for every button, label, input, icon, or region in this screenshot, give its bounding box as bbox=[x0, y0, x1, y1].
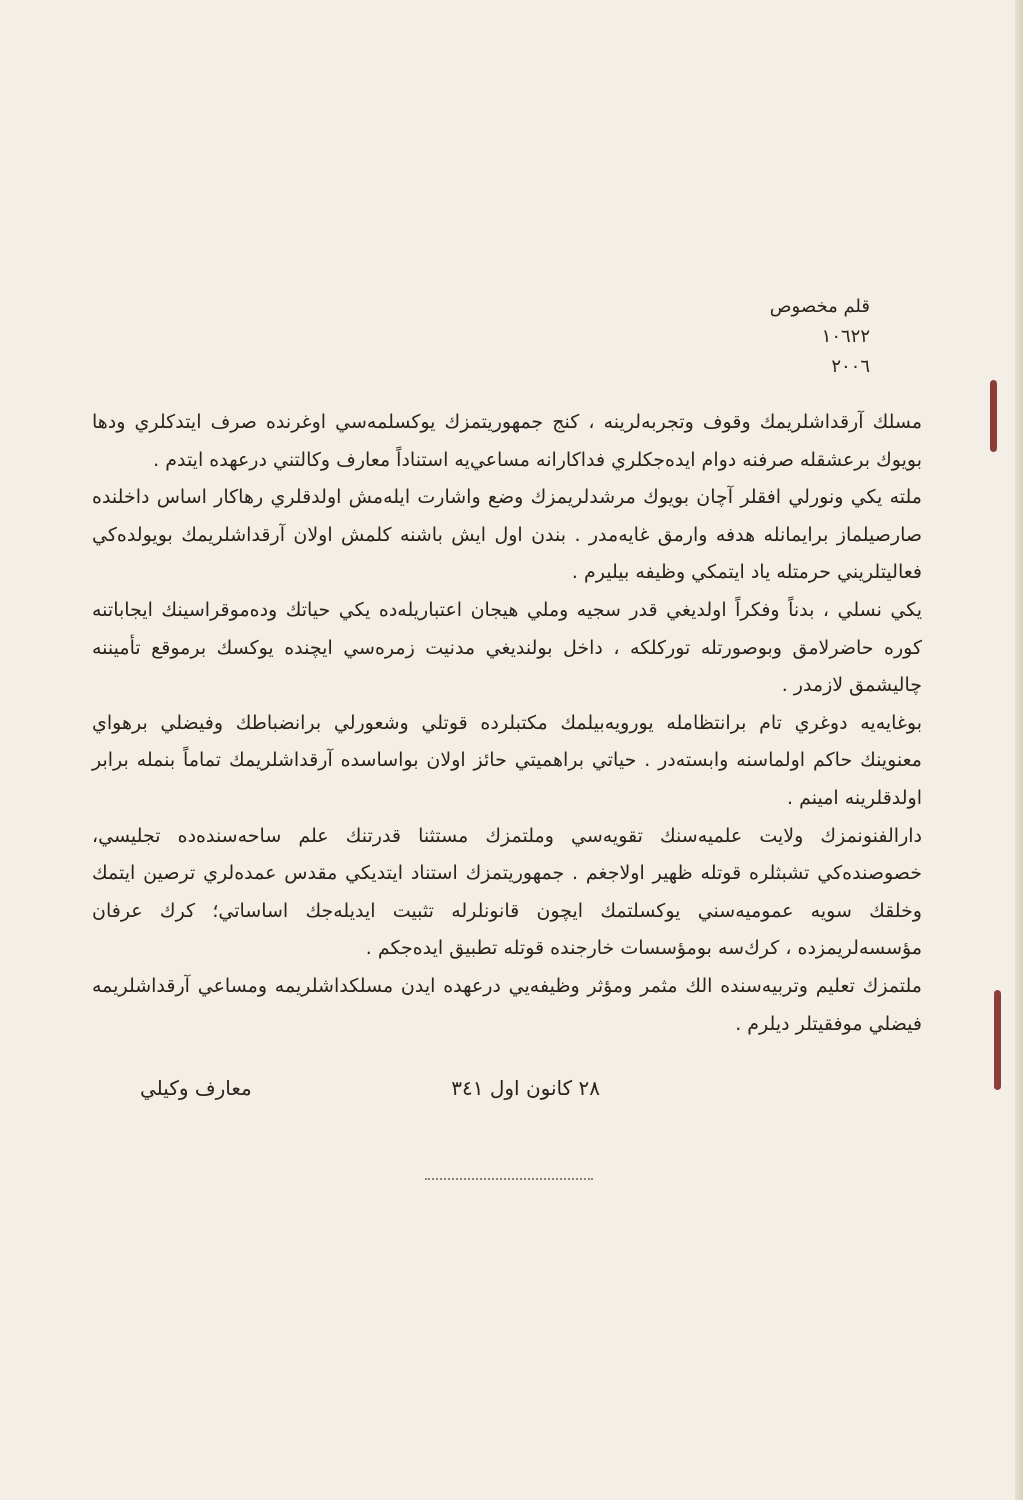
paragraph-1: مسلك آرقداشلريمك وقوف وتجربه‌لرينه ، كنج جمهوريتمزك يوكسلمه‌سي اوغرنده صرف ايتدكلري ودها بويوك برعشقله صرفنه دوام ايده‌جكلري فداكارانه مساعي‌يه استناداً معارف وكالتني درعهده ايتدم . bbox=[92, 411, 922, 471]
bottom-divider bbox=[425, 1178, 593, 1180]
reference-number: ١٠٦٢٢ bbox=[821, 326, 870, 347]
page-edge bbox=[1015, 0, 1023, 1500]
paragraph-4: بوغايه‌يه دوغري تام برانتظامله يورويه‌بيلمك مكتبلرده قوتلي وشعورلي برانضباطك وفيضلي برهواي معنوينك حاكم اولماسنه وابسته‌در . حياتي براهميتي حائز اولان بواساسده آرقداشلريمك تماماً بنمله برابر اولدقلرينه امينم . bbox=[92, 711, 922, 809]
paragraph-5: دارالفنونمزك ولايت علميه‌سنك تقويه‌سي وملتمزك مستثنا قدرتنك علم ساحه‌سنده‌ده تجليسي، خصوصنده‌كي تشبثلره قوتله ظهير اولاجغم . جمهوريتمزك استناد ايتديكي مقدس عمده‌لري ترصين ايتمك وخلقك سويه عموميه‌سني يوكسلتمك ايچون قانونلرله تثبيت ايديله‌جك اساساتي؛ كرك عرفان مؤسسه‌لريمزده ، كرك‌سه بومؤسسات خارجنده قوتله تطبيق ايده‌جكم . bbox=[92, 824, 922, 960]
paragraph-3: يكي نسلي ، بدناً وفكراً اولديغي قدر سجيه وملي هيجان اعتباريله‌ده يكي حياتك وده‌موقراسينك ايجاباتنه كوره حاضرلامق وبوصورتله توركلكه ، داخل بولنديغي مدنيت زمره‌سي ايچنده يوكسك برموقع تأمیننه چاليشمق لازمدر . bbox=[92, 598, 922, 697]
reference-office: قلم مخصوص bbox=[769, 296, 870, 317]
binding-mark-bottom bbox=[994, 990, 1001, 1090]
closing-date: ٢٨ كانون اول ٣٤١ bbox=[451, 1076, 600, 1100]
reference-code: ٢٠٠٦ bbox=[831, 356, 870, 377]
binding-mark-top bbox=[990, 380, 997, 452]
closing-row bbox=[140, 1076, 600, 1110]
paragraph-6: ملتمزك تعليم وتربيه‌سنده الك مثمر ومؤثر وظيفه‌يي درعهده ايدن مسلكداشلريمه ومساعي آرقداشلريمه فيضلي موفقيتلر ديلرم . bbox=[92, 974, 922, 1035]
letter-body bbox=[92, 404, 922, 1043]
paragraph-2: ملته يكي ونورلي افقلر آچان بويوك مرشدلريمزك وضع واشارت ايله‌مش اولدقلري رهاكار اساس داخلنده صارصيلماز برايمانله هدفه وارمق غايه‌مدر . بندن اول ايش باشنه كلمش اولان آرقداشلريمك بويولده‌كي فعاليتلريني حرمتله ياد ايتمكي وظيفه بيليرم . bbox=[92, 486, 922, 584]
reference-block bbox=[760, 292, 870, 382]
signature: معارف وكيلي bbox=[140, 1076, 252, 1100]
